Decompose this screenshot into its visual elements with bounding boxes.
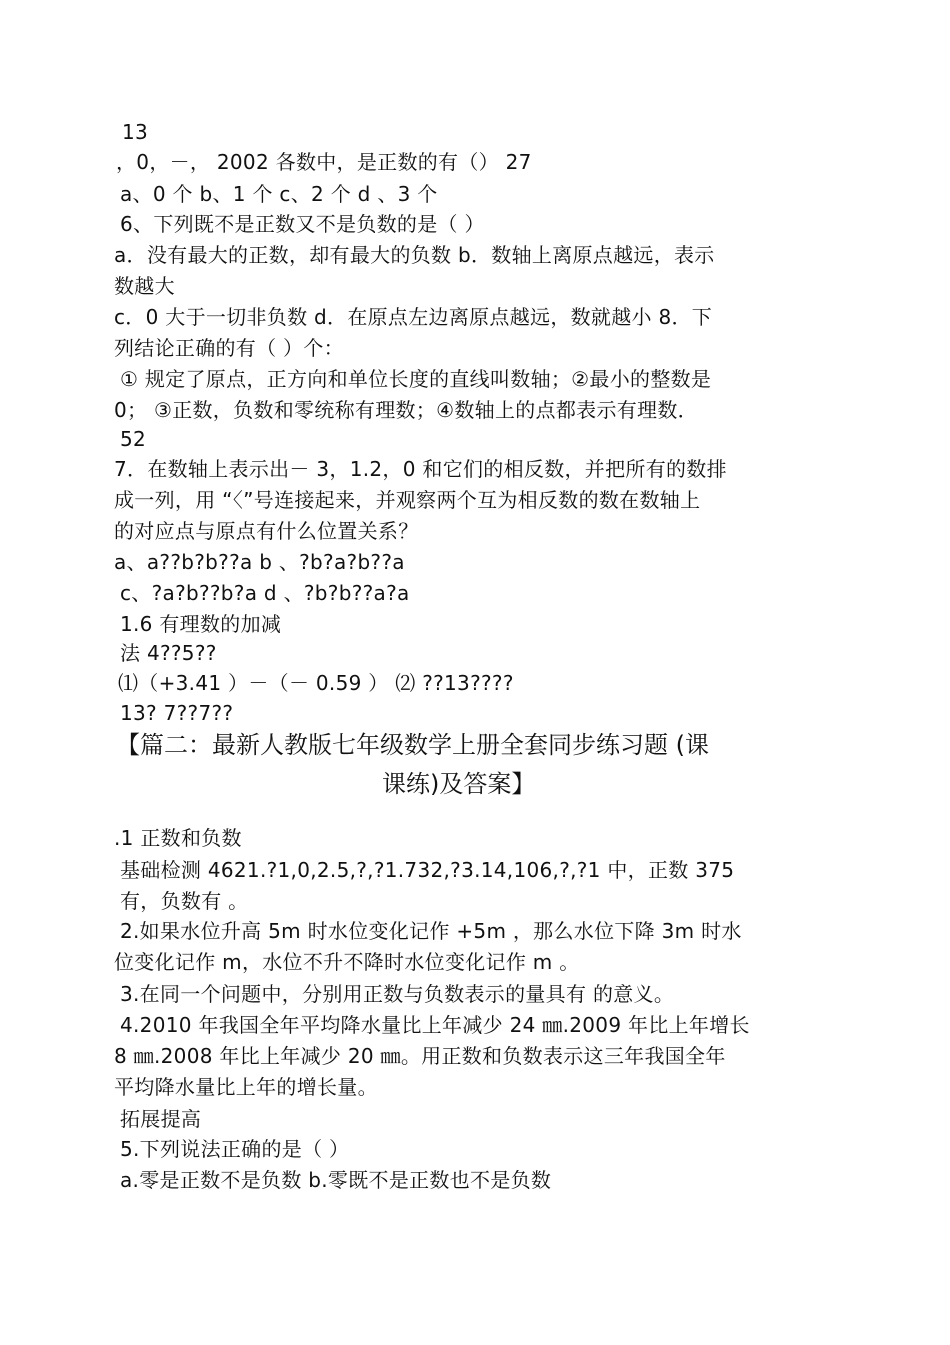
text-line: .1 正数和负数	[114, 826, 242, 850]
text-line: 7．在数轴上表示出－ 3，1.2，0 和它们的相反数，并把所有的数排	[114, 457, 727, 481]
text-line: 拓展提高	[120, 1107, 202, 1131]
text-line: 4.2010 年我国全年平均降水量比上年减少 24 ㎜.2009 年比上年增长	[120, 1013, 750, 1037]
text-line: a.零是正数不是负数 b.零既不是正数也不是负数	[120, 1168, 552, 1192]
text-line: 13	[122, 120, 149, 144]
text-line: 6、下列既不是正数又不是负数的是（ ）	[120, 212, 485, 236]
text-line: a．没有最大的正数，却有最大的负数 b．数轴上离原点越远，表示	[114, 243, 715, 267]
text-line: a、0 个 b、1 个 c、2 个 d 、3 个	[120, 182, 438, 206]
text-line: 3.在同一个问题中，分别用正数与负数表示的量具有 的意义。	[120, 982, 675, 1006]
text-line: 成一列，用 “〈”号连接起来，并观察两个互为相反数的数在数轴上	[114, 488, 701, 512]
text-line: ，0，－， 2002 各数中，是正数的有（） 27	[116, 150, 532, 174]
text-line: 5.下列说法正确的是（ ）	[120, 1137, 350, 1161]
text-line: 法 4??5??	[120, 641, 217, 665]
text-line: 有，负数有 。	[120, 889, 249, 913]
text-line: 数越大	[114, 274, 175, 298]
text-line: 1.6 有理数的加减	[120, 612, 282, 636]
text-line: 13? 7??7??	[120, 701, 234, 725]
text-line: 52	[120, 427, 147, 451]
text-line: c、?a?b??b?a d 、?b?b??a?a	[120, 581, 410, 605]
text-line: 0； ③正数，负数和零统称有理数；④数轴上的点都表示有理数．	[114, 398, 698, 422]
section-heading: 【篇二：最新人教版七年级数学上册全套同步练习题 (课	[116, 731, 709, 759]
text-line: 8 ㎜.2008 年比上年减少 20 ㎜。用正数和负数表示这三年我国全年	[114, 1044, 726, 1068]
text-line: 的对应点与原点有什么位置关系？	[114, 519, 419, 543]
text-line: 基础检测 4621.?1,0,2.5,?,?1.732,?3.14,106,?,?1 中，正数 375	[120, 858, 735, 882]
section-heading-continued: 课练)及答案】	[382, 770, 536, 798]
text-line: 平均降水量比上年的增长量。	[114, 1075, 378, 1099]
text-line: 位变化记作 m，水位不升不降时水位变化记作 m 。	[114, 950, 580, 974]
text-line: ① 规定了原点，正方向和单位长度的直线叫数轴；②最小的整数是	[120, 367, 712, 391]
text-line: c．0 大于一切非负数 d．在原点左边离原点越远，数就越小 8．下	[114, 305, 713, 329]
text-line: 列结论正确的有（ ）个：	[114, 336, 344, 360]
text-line: a、a??b?b??a b 、?b?a?b??a	[114, 550, 405, 574]
text-line: ⑴（+3.41 ）－（－ 0.59 ） ⑵ ??13????	[118, 671, 514, 695]
text-line: 2.如果水位升高 5m 时水位变化记作 +5m ，那么水位下降 3m 时水	[120, 919, 742, 943]
